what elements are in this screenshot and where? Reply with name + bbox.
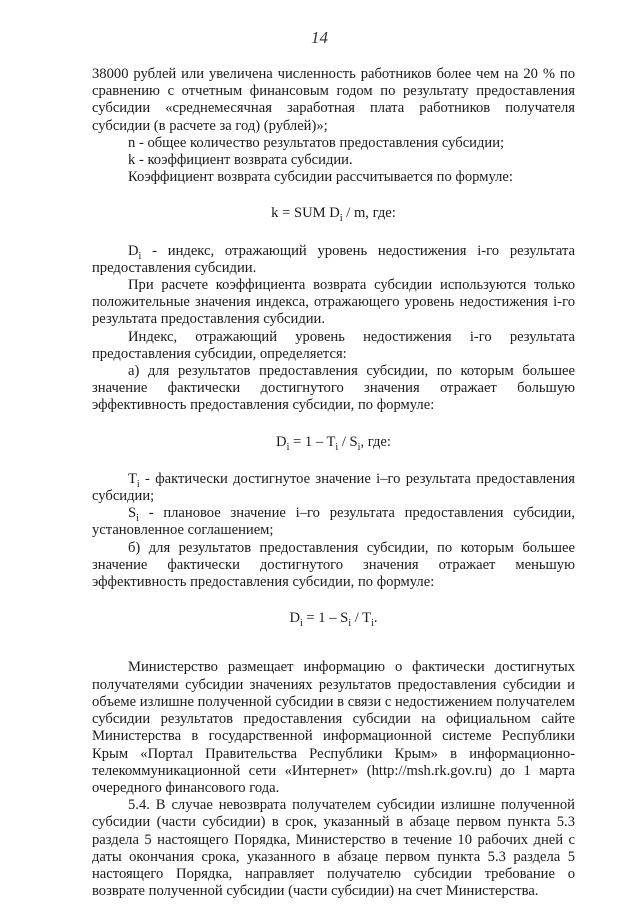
item-a: а) для результатов предоставления субсидии, по которым большее значение фактически достигнутого значения отражает большую эффективность предоставления субсидии, по формуле:: [92, 363, 575, 414]
definition-n: n - общее количество результатов предоставления субсидии;: [128, 134, 505, 151]
paragraph-positive-values: При расчете коэффициента возврата субсидии используются только положительные значения индекса, отражающего уровень недостижения i-го результата предоставления субсидии.: [92, 277, 575, 328]
page-number: 14: [311, 28, 328, 47]
definition-k: k - коэффициент возврата субсидии.: [128, 152, 353, 169]
item-b: б) для результатов предоставления субсидии, по которым большее значение фактически достигнутого значения отражает меньшую эффективность предоставления субсидии, по формуле:: [92, 539, 575, 591]
definition-ti: $T_i$ - фактически достигнутое значение i–го результата предоставления субсидии;: [92, 470, 575, 505]
definition-di: $D_i$ - индекс, отражающий уровень недостижения i-го результата предоставления субсидии.: [92, 242, 575, 276]
formula-di-b: $D_i = 1 - S_i / T_i$.: [289, 610, 378, 630]
spacer: [92, 647, 575, 659]
paragraph-5-4: 5.4. В случае невозврата получателем субсидии излишне полученной субсидии (части субсидии) в срок, указанный в абзаце первом пункта 5.3 раздела 5 настоящего Порядка, Министерство в течение 10 рабочих дней с даты окончания срока, указанного в абзаце первом пункта 5.3 раздела 5 настоящего Порядка, направляет получателю субсидии требование о возврате полученной субсидии (части субсидии) на счет Министерства.: [92, 797, 575, 900]
definition-si: $S_i$ - плановое значение i–го результата предоставления субсидии, установленное соглашением;: [92, 505, 575, 539]
formula-k: k = SUM $D_i$ / m, где:: [271, 205, 396, 225]
paragraph-continuation: 38000 рублей или увеличена численность работников более чем на 20 % по сравнению с отчетным финансовым годом по результату предоставления субсидии «среднемесячная заработная плата работников получателя субсидии (в расчете за год) (рублей)»;: [92, 66, 575, 134]
formula-di-a: $D_i = 1 - T_i / S_i$, где:: [276, 433, 391, 453]
formula-intro: Коэффициент возврата субсидии рассчитывается по формуле:: [128, 169, 513, 186]
paragraph-ministry-info: Министерство размещает информацию о фактически достигнутых получателями субсидии значениях результатов предоставления субсидии и объеме излишне полученной субсидии в связи с недостижением получателем субсидии результатов предоставления субсидии на официальном сайте Министерства в государственной информационной системе Республики Крым «Портал Правительства Республики Крым» в информационно-телекоммуникационной сети «Интернет» (http://msh.rk.gov.ru) до 1 марта очередного финансового года.: [92, 659, 575, 796]
paragraph-index-defined: Индекс, отражающий уровень недостижения i-го результата предоставления субсидии, определяется:: [92, 328, 575, 362]
document-body: [92, 66, 575, 900]
